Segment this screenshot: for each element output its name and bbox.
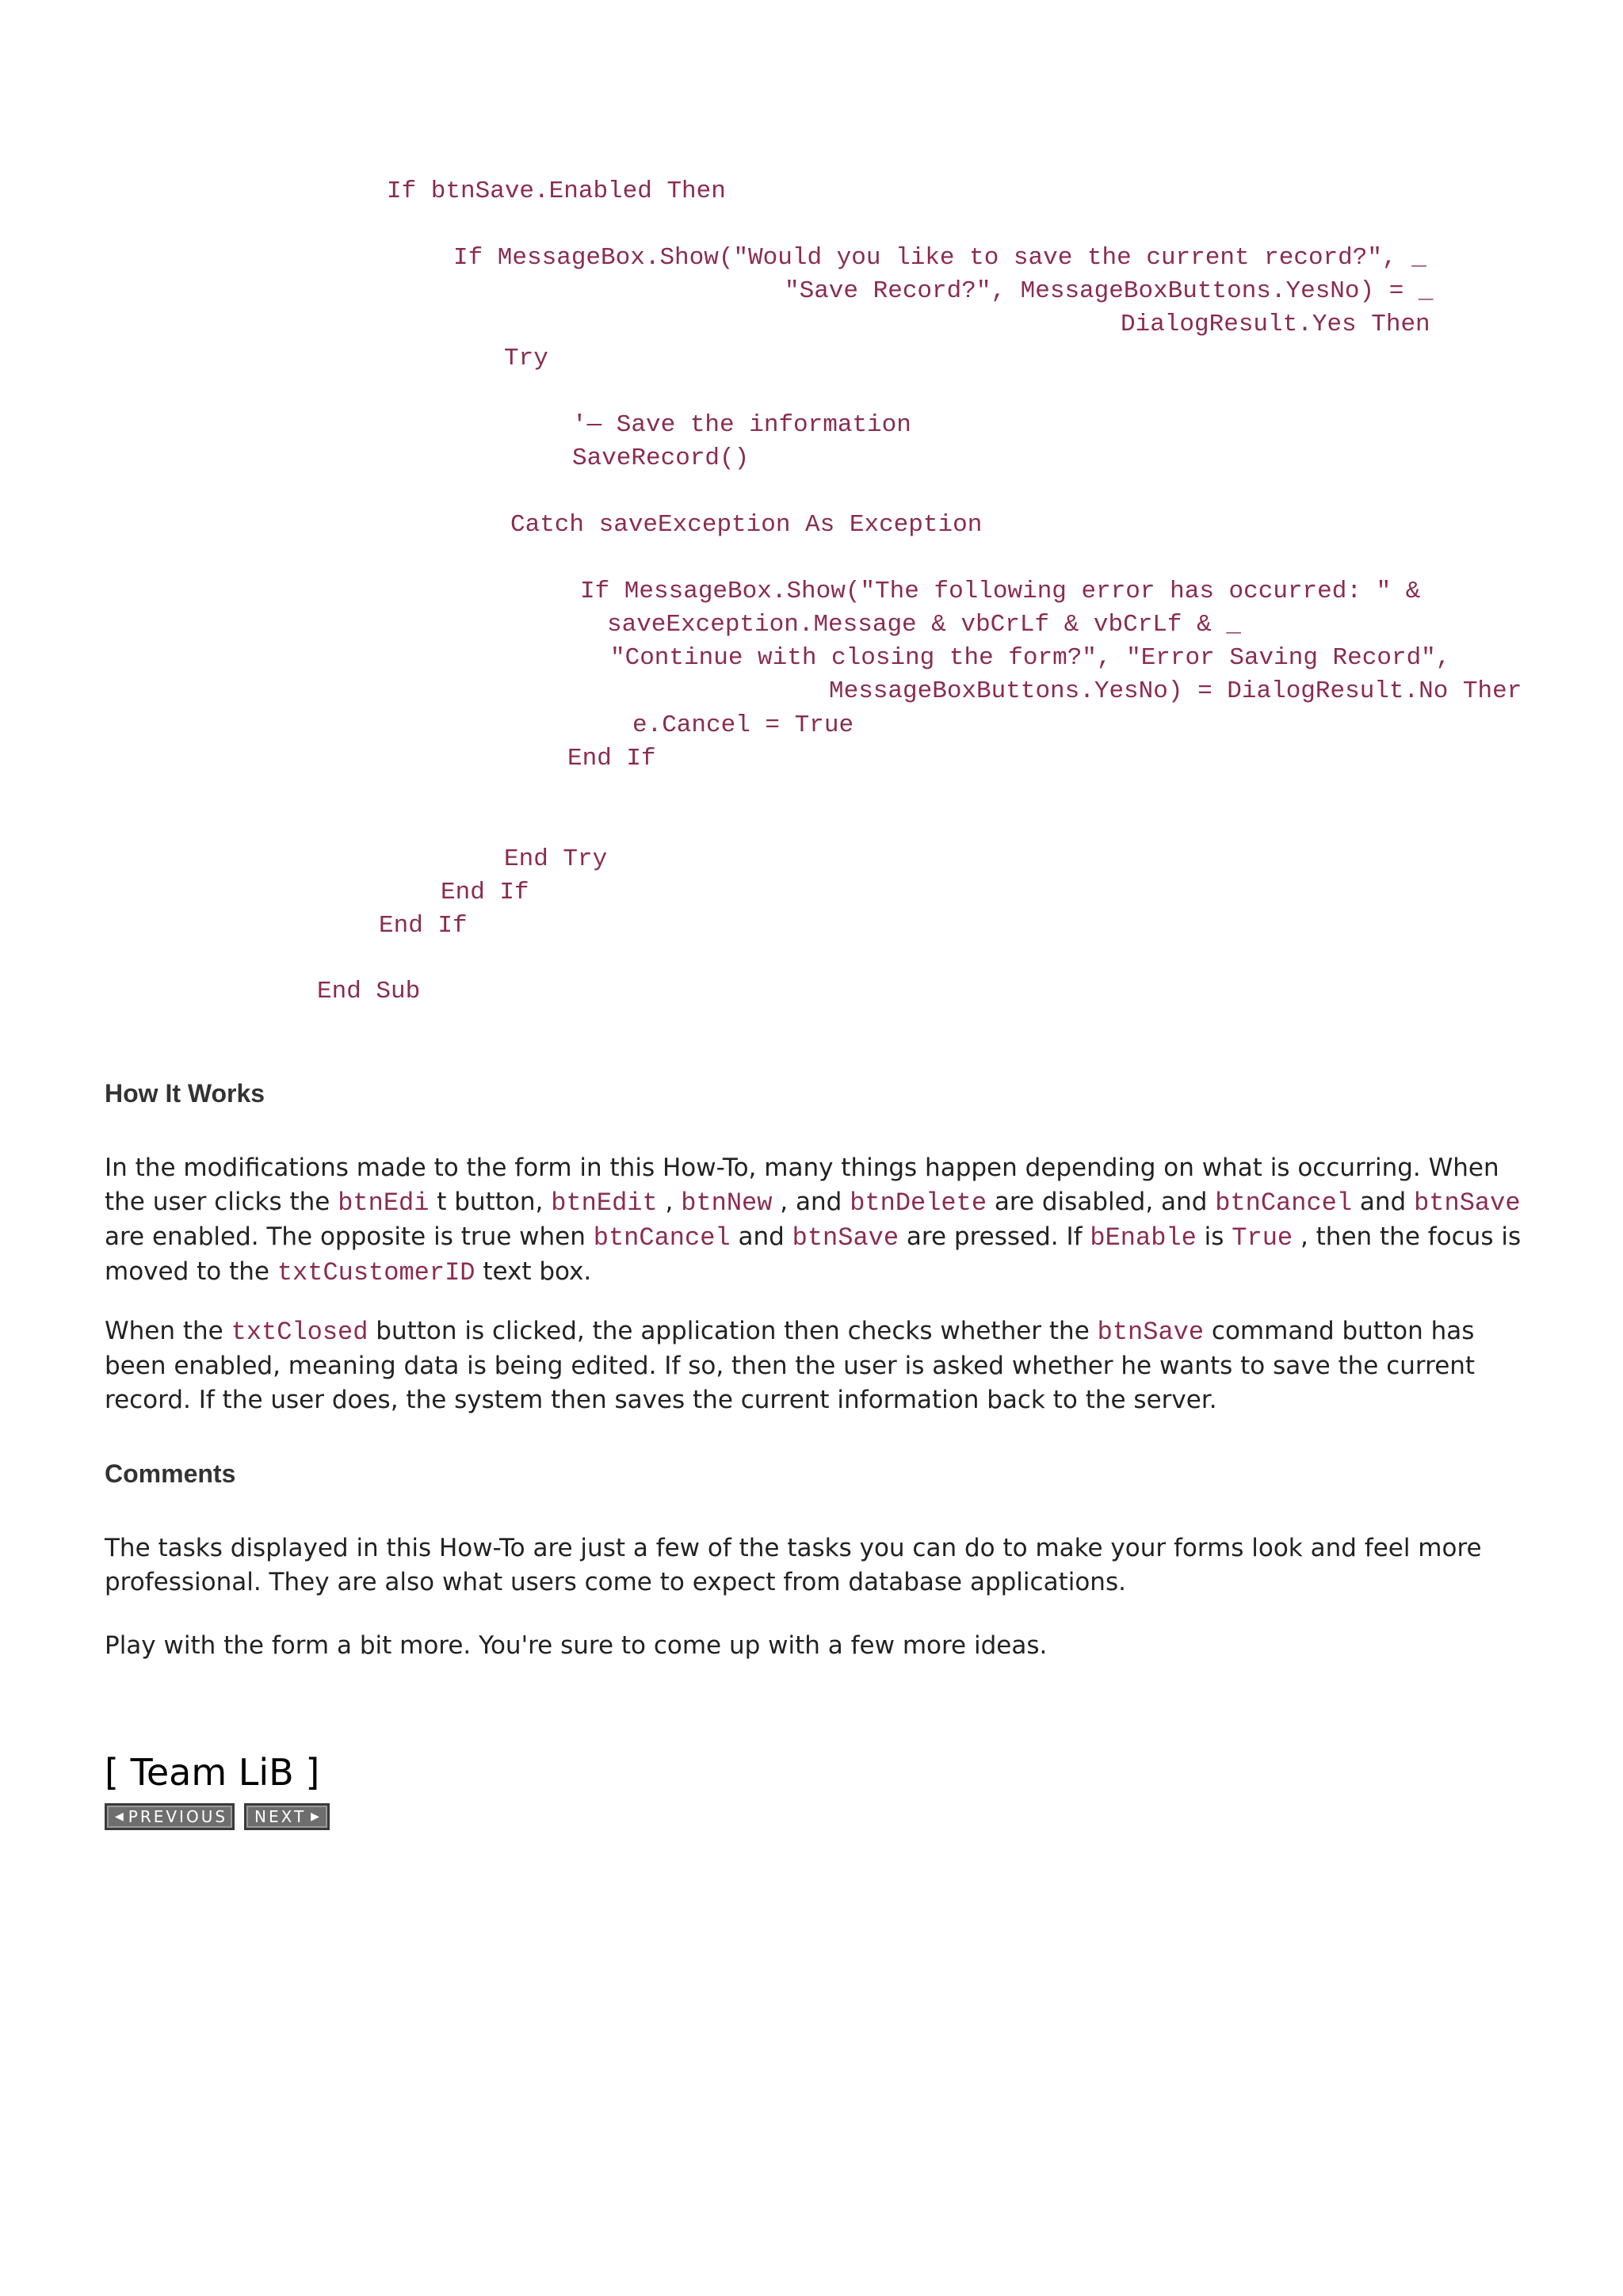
code-line: End If [567,745,656,772]
code-line: Catch saveException As Exception [510,511,983,539]
code-line: End If [379,912,468,940]
text: are pressed. If [899,1222,1090,1251]
text: In the modifications made to the form in this How-To, many things happen depending on what is occurring. When the user clicks the [105,1154,1499,1216]
code-line: SaveRecord() [572,444,750,472]
code-line: If MessageBox.Show("Would you like to save the current record?", _ [453,244,1426,272]
page-navigation [105,1803,330,1830]
text: is [1196,1222,1232,1251]
comments-paragraph-1: The tasks displayed in this How-To are just a few of the tasks you can do to make your forms look and feel more professional. They are also what users come to expect from database applications. [105,1534,1482,1596]
how-it-works-paragraph-2 [105,1314,1531,1417]
code-True: True [1232,1223,1293,1253]
text: button is clicked, the application then checks whether the [368,1317,1098,1345]
code-btnDelete: btnDelete [850,1188,987,1218]
code-line: End If [441,879,529,906]
code-btnNew: btnNew [681,1188,773,1218]
text: and [730,1222,792,1251]
code-btnSave: btnSave [1414,1188,1521,1218]
code-btnEdit: btnEdit [551,1188,658,1218]
code-line: End Sub [317,978,421,1005]
how-it-works-paragraph-1 [105,1151,1531,1290]
code-line: End Try [504,845,608,873]
code-line: e.Cancel = True [632,711,854,739]
previous-button[interactable] [105,1803,235,1830]
next-label: NEXT [254,1807,307,1826]
arrow-left-icon: ◀ [115,1810,124,1823]
code-line: '— Save the information [572,411,911,439]
code-txtClosed: txtClosed [231,1318,369,1347]
code-btnSave: btnSave [1097,1318,1205,1347]
code-txtCustomerID: txtCustomerID [277,1258,475,1287]
code-bEnable: bEnable [1090,1223,1197,1253]
arrow-right-icon: ▶ [311,1810,319,1823]
how-it-works-heading: How It Works [105,1079,265,1108]
comments-heading: Comments [105,1459,236,1488]
text: , [657,1188,682,1216]
code-line: If MessageBox.Show("The following error has occurred: " & [580,578,1421,605]
code-line: MessageBoxButtons.YesNo) = DialogResult.No Ther [829,677,1522,705]
text: are disabled, and [987,1188,1216,1216]
code-line: saveException.Message & vbCrLf & vbCrLf & _ [607,611,1241,639]
code-btnCancel: btnCancel [593,1223,731,1253]
code-line: If btnSave.Enabled Then [387,177,726,205]
comments-paragraph-2: Play with the form a bit more. You're sure to come up with a few more ideas. [105,1631,1048,1660]
code-line: "Save Record?", MessageBoxButtons.YesNo) = _ [785,277,1434,305]
team-lib-label: [ Team LiB ] [105,1751,320,1794]
code-btnCancel: btnCancel [1215,1188,1353,1218]
text: command button has been enabled, meaning data is being edited. If so, then the user is asked whether he wants to save the current record. If the user does, the system then saves the current information back to the server. [105,1317,1476,1414]
text: t button, [429,1188,552,1216]
next-button[interactable] [244,1803,330,1830]
text: are enabled. The opposite is true when [105,1222,594,1251]
text: and [1352,1188,1415,1216]
code-btnEdi: btnEdi [338,1188,430,1218]
text: , and [772,1188,850,1216]
code-btnSave: btnSave [792,1223,899,1253]
code-line: "Continue with closing the form?", "Error Saving Record", [610,644,1451,672]
text: text box. [475,1257,592,1286]
text: , then the focus is moved to the [105,1222,1522,1286]
code-line: Try [504,345,548,372]
code-line: DialogResult.Yes Then [1121,311,1430,338]
previous-label: PREVIOUS [128,1807,228,1826]
text: When the [105,1317,231,1345]
